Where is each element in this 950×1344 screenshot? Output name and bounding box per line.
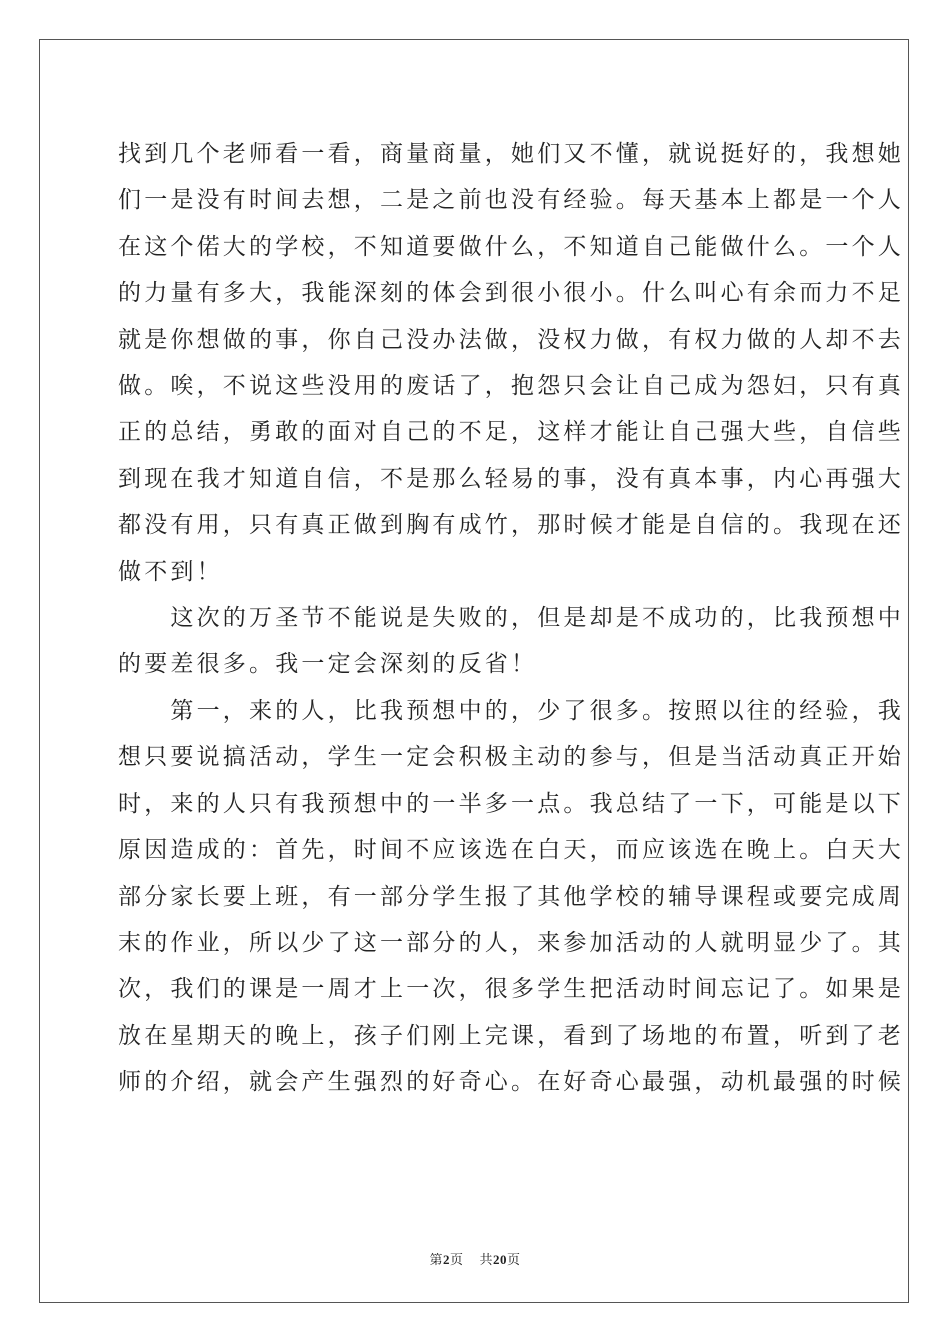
text-line: 的力量有多大，我能深刻的体会到很小很小。什么叫心有余而力不足 (118, 280, 904, 307)
text-line: 就是你想做的事，你自己没办法做，没权力做，有权力做的人却不去 (118, 326, 904, 353)
document-body (118, 131, 904, 1106)
text-line: 做。唉，不说这些没用的废话了，抱怨只会让自己成为怨妇，只有真 (118, 373, 904, 400)
text-line: 做不到！ (118, 558, 223, 585)
page-number: 2 (442, 1252, 450, 1267)
text-line: 末的作业，所以少了这一部分的人，来参加活动的人就明显少了。其 (118, 929, 904, 956)
text-line: 到现在我才知道自信，不是那么轻易的事，没有真本事，内心再强大 (118, 465, 904, 492)
text-line: 这次的万圣节不能说是失败的，但是却是不成功的，比我预想中 (118, 605, 904, 632)
page-footer (0, 1249, 950, 1268)
text-line: 次，我们的课是一周才上一次，很多学生把活动时间忘记了。如果是 (118, 976, 904, 1003)
text-line: 们一是没有时间去想，二是之前也没有经验。每天基本上都是一个人 (118, 187, 904, 214)
page-prefix: 第 (429, 1253, 443, 1268)
total-suffix: 页 (507, 1253, 521, 1268)
text-line: 部分家长要上班，有一部分学生报了其他学校的辅导课程或要完成周 (118, 883, 904, 910)
text-line: 原因造成的：首先，时间不应该选在白天，而应该选在晚上。白天大 (118, 837, 904, 864)
text-line: 师的介绍，就会产生强烈的好奇心。在好奇心最强，动机最强的时候 (118, 1069, 904, 1096)
paragraph-3 (118, 688, 904, 1106)
page-suffix: 页 (449, 1253, 464, 1268)
paragraph-1 (118, 131, 904, 595)
text-line: 放在星期天的晚上，孩子们刚上完课，看到了场地的布置，听到了老 (118, 1022, 904, 1049)
text-line: 找到几个老师看一看，商量商量，她们又不懂，就说挺好的，我想她 (118, 141, 904, 167)
total-pages: 20 (493, 1252, 508, 1267)
text-line: 第一，来的人，比我预想中的，少了很多。按照以往的经验，我 (118, 697, 904, 724)
paragraph-2 (118, 595, 904, 688)
text-line: 都没有用，只有真正做到胸有成竹，那时候才能是自信的。我现在还 (118, 512, 904, 539)
text-line: 的要差很多。我一定会深刻的反省！ (118, 651, 538, 678)
text-line: 在这个偌大的学校，不知道要做什么，不知道自己能做什么。一个人 (118, 233, 904, 260)
total-prefix: 共 (479, 1253, 494, 1268)
text-line: 时，来的人只有我预想中的一半多一点。我总结了一下，可能是以下 (118, 790, 904, 817)
text-line: 想只要说搞活动，学生一定会积极主动的参与，但是当活动真正开始 (118, 744, 904, 771)
text-line: 正的总结，勇敢的面对自己的不足，这样才能让自己强大些，自信些 (118, 419, 904, 446)
